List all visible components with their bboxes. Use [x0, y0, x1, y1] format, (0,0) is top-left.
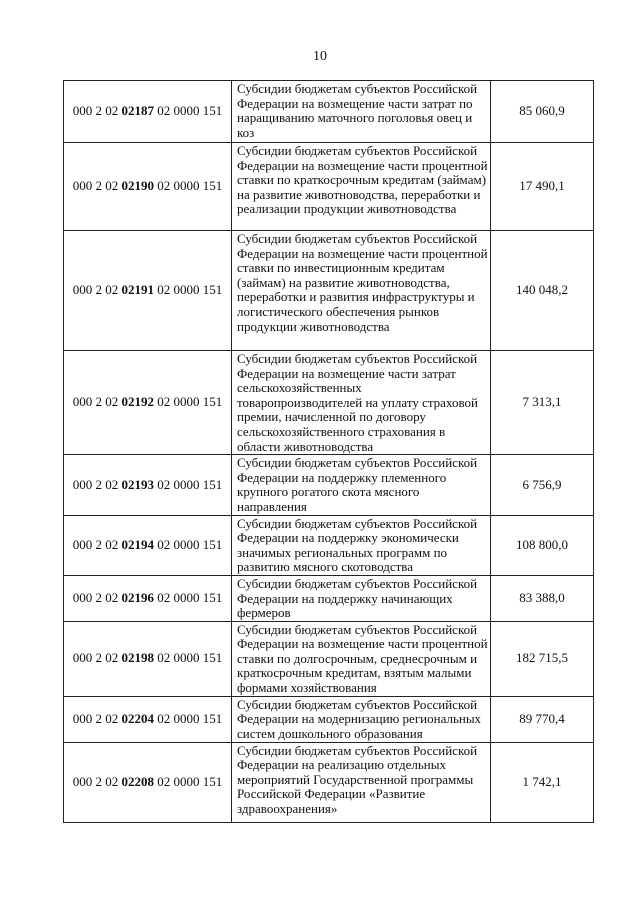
budget-code — [64, 742, 232, 822]
subsidy-description — [232, 231, 491, 351]
subsidy-description — [232, 351, 491, 455]
budget-code-main: 02208 — [121, 773, 154, 789]
budget-code-main: 02193 — [121, 476, 154, 492]
subsidy-amount: 83 388,0 — [491, 575, 594, 621]
subsidy-amount: 140 048,2 — [491, 231, 594, 351]
subsidy-amount: 89 770,4 — [491, 696, 594, 742]
budget-code-suffix: 02 0000 151 — [154, 476, 223, 492]
table-row — [64, 742, 594, 822]
subsidy-description — [232, 575, 491, 621]
budget-code — [64, 621, 232, 696]
budget-code — [64, 455, 232, 515]
subsidy-description — [232, 696, 491, 742]
budget-code-suffix: 02 0000 151 — [154, 773, 223, 789]
budget-code — [64, 696, 232, 742]
subsidy-amount: 17 490,1 — [491, 143, 594, 231]
table-row — [64, 515, 594, 575]
budget-code-prefix: 000 2 02 — [72, 650, 122, 666]
budget-code — [64, 515, 232, 575]
table-row — [64, 143, 594, 231]
budget-code-suffix: 02 0000 151 — [154, 710, 223, 726]
subsidy-description-text: Субсидии бюджетам субъектов Российской Федерации на поддержку племенного крупного рогатого скота мясного направления — [237, 455, 478, 514]
budget-code-suffix: 02 0000 151 — [154, 282, 223, 298]
budget-code — [64, 575, 232, 621]
subsidy-description — [232, 455, 491, 515]
budget-code-main: 02204 — [121, 710, 154, 726]
budget-code-suffix: 02 0000 151 — [154, 536, 223, 552]
subsidy-amount: 108 800,0 — [491, 515, 594, 575]
subsidy-amount: 1 742,1 — [491, 742, 594, 822]
budget-code-prefix: 000 2 02 — [72, 103, 122, 119]
budget-code-suffix: 02 0000 151 — [154, 590, 223, 605]
subsidy-description-text: Субсидии бюджетам субъектов Российской Федерации на возмещение части процентной ставки по краткосрочным кредитам (займам) на развитие животноводства, переработки и реализации продукции животноводства — [237, 143, 488, 217]
budget-code-prefix: 000 2 02 — [72, 710, 122, 726]
subsidy-description-text: Субсидии бюджетам субъектов Российской Федерации на возмещение части процентной ставки по долгосрочным, среднесрочным и краткосрочным кредитам, взятым малыми формами хозяйствования — [237, 621, 488, 696]
page-number: 10 — [313, 49, 327, 64]
budget-code-suffix: 02 0000 151 — [154, 650, 223, 666]
budget-code-prefix: 000 2 02 — [72, 536, 122, 552]
budget-code-main: 02196 — [121, 590, 154, 605]
subsidy-description-text: Субсидии бюджетам субъектов Российской Федерации на модернизацию региональных систем дошкольного образования — [237, 696, 482, 741]
table-row — [64, 351, 594, 455]
budget-code — [64, 81, 232, 143]
subsidy-description-text: Субсидии бюджетам субъектов Российской Федерации на поддержку начинающих фермеров — [237, 575, 478, 621]
subsidy-description — [232, 742, 491, 822]
budget-code-suffix: 02 0000 151 — [154, 178, 223, 194]
budget-code-main: 02194 — [121, 536, 154, 552]
subsidy-amount: 85 060,9 — [491, 81, 594, 143]
subsidy-description — [232, 621, 491, 696]
table-row — [64, 696, 594, 742]
budget-code-main: 02191 — [121, 282, 154, 298]
budget-code-main: 02192 — [121, 394, 154, 410]
subsidy-description-text: Субсидии бюджетам субъектов Российской Федерации на возмещение части процентной ставки по инвестиционным кредитам (займам) на развитие животноводства, переработки и развития инфраструктуры и логистического обеспечения рынков продукции животноводства — [237, 231, 488, 334]
subsidy-amount: 7 313,1 — [491, 351, 594, 455]
subsidy-description — [232, 81, 491, 143]
budget-code-prefix: 000 2 02 — [72, 178, 122, 194]
subsidy-amount: 182 715,5 — [491, 621, 594, 696]
subsidy-description-text: Субсидии бюджетам субъектов Российской Федерации на поддержку экономически значимых региональных программ по развитию мясного скотоводства — [237, 515, 478, 575]
budget-code-main: 02187 — [121, 103, 154, 119]
subsidy-description — [232, 143, 491, 231]
subsidy-description-text: Субсидии бюджетам субъектов Российской Федерации на возмещение части затрат сельскохозяйственных товаропроизводителей на уплату страховой премии, начисленной по договору сельскохозяйственного страхования в области животноводства — [237, 351, 478, 454]
budget-code-suffix: 02 0000 151 — [154, 103, 223, 119]
budget-code-prefix: 000 2 02 — [72, 282, 122, 298]
subsidy-description — [232, 515, 491, 575]
budget-code-prefix: 000 2 02 — [72, 773, 122, 789]
budget-code — [64, 143, 232, 231]
budget-table — [63, 80, 594, 823]
subsidy-description-text: Субсидии бюджетам субъектов Российской Федерации на возмещение части затрат по наращиванию маточного поголовья овец и коз — [237, 81, 478, 140]
budget-code-suffix: 02 0000 151 — [154, 394, 223, 410]
budget-code-prefix: 000 2 02 — [72, 590, 122, 605]
table-row — [64, 231, 594, 351]
budget-code-main: 02190 — [121, 178, 154, 194]
table-row — [64, 81, 594, 143]
subsidy-amount: 6 756,9 — [491, 455, 594, 515]
budget-code-prefix: 000 2 02 — [72, 394, 122, 410]
budget-code — [64, 231, 232, 351]
table-row — [64, 455, 594, 515]
budget-code-main: 02198 — [121, 650, 154, 666]
table-row — [64, 621, 594, 696]
budget-code — [64, 351, 232, 455]
budget-code-prefix: 000 2 02 — [72, 476, 122, 492]
table-row — [64, 575, 594, 621]
subsidy-description-text: Субсидии бюджетам субъектов Российской Федерации на реализацию отдельных мероприятий Государственной программы Российской Федерации «Развитие здравоохранения» — [237, 742, 478, 817]
